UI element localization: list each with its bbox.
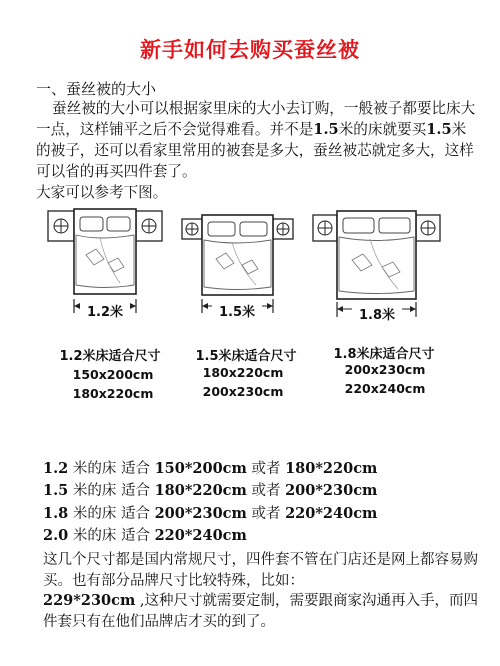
intro-paragraph: [36, 98, 476, 203]
para-text-1: 蚕丝被的大小可以根据家里床的大小去订购，一般被子都要比床大一点，这样铺平之后不会觉得难看。并不是: [36, 100, 476, 138]
para-text-3: 米的被子，还可以看家里常用的被套是多大，蚕丝被芯就定多大，这样可以省的再买四件套了。: [36, 121, 474, 180]
bed-3-width-label: 1.8米: [352, 304, 402, 323]
bed-1-width-label: 1.2米: [80, 301, 130, 320]
bed-2-width-label: 1.5米: [212, 301, 262, 320]
bed-size-diagram: [0, 205, 500, 405]
bed-1-size-1: 150x200cm: [72, 367, 154, 382]
list-item: 1.5 米的床 适合 180*220cm 或者 200*230cm: [43, 482, 378, 500]
bed-2-size-1: 180x220cm: [202, 365, 284, 380]
footer-bold-size: 229*230cm: [43, 592, 136, 610]
list-item: 1.2 米的床 适合 150*200cm 或者 180*220cm: [43, 460, 378, 477]
para-text-last: 大家可以参考下图。: [36, 184, 168, 201]
bed-2-sizes: [178, 363, 308, 401]
section-heading: 一、蚕丝被的大小: [36, 80, 157, 98]
bed-3-drawing: [313, 211, 440, 317]
footer-text-2: ,这种尺寸就需要定制，需要跟商家沟通再入手，而四件套只有在他们品牌店才买的到了。: [43, 593, 479, 631]
para-text-2: 米的床就要买: [338, 121, 427, 138]
bed-1-size-2: 180x220cm: [72, 386, 154, 401]
bed-1-caption: 1.2米床适合尺寸: [59, 349, 161, 364]
bed-3-size-1: 200x230cm: [344, 362, 426, 377]
para-bold-2: 1.5: [426, 121, 452, 138]
bed-3-sizes: [320, 360, 450, 398]
list-item: 2.0 米的床 适合 220*240cm: [43, 526, 247, 544]
para-bold-1: 1.5: [313, 121, 339, 138]
footer-text-1: 这几个尺寸都是国内常规尺寸，四件套不管在门店还是网上都容易购买。也有部分品牌尺寸比较特殊，比如：: [43, 552, 478, 589]
bed-2-caption: 1.5米床适合尺寸: [195, 349, 297, 364]
bed-2-drawing: [182, 215, 293, 313]
footer-paragraph: [43, 550, 483, 633]
bed-1-sizes: [48, 365, 178, 403]
page-title: 新手如何去购买蚕丝被: [140, 38, 360, 62]
bed-1-drawing: [48, 209, 162, 313]
list-item: 1.8 米的床 适合 200*230cm 或者 220*240cm: [43, 504, 378, 522]
bed-3-caption: 1.8米床适合尺寸: [333, 347, 435, 362]
size-list: [43, 458, 377, 547]
bed-2-size-2: 200x230cm: [202, 384, 284, 399]
bed-3-size-2: 220x240cm: [344, 381, 426, 396]
